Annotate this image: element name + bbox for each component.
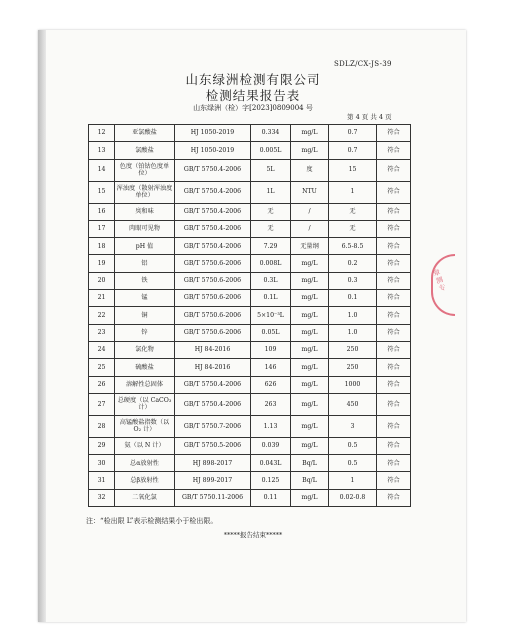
cell-item: 溶解性总固体 [115, 376, 175, 393]
cell-method: GB/T 5750.5-2006 [175, 437, 251, 454]
cell-result: 1.13 [251, 415, 291, 437]
cell-method: GB/T 5750.4-2006 [175, 203, 251, 220]
cell-item: pH 值 [115, 238, 175, 255]
cell-method: HJ 84-2016 [175, 359, 251, 376]
cell-limit: 450 [329, 393, 377, 415]
cell-limit: 1.0 [329, 324, 377, 341]
cell-item: 总α放射性 [115, 455, 175, 472]
cell-result: 0.05L [251, 324, 291, 341]
cell-limit: 0.5 [329, 455, 377, 472]
cell-verdict: 符合 [377, 203, 411, 220]
cell-no: 30 [89, 455, 115, 472]
cell-item: 总β放射性 [115, 472, 175, 489]
table-row [89, 159, 411, 181]
cell-result: 0.008L [251, 255, 291, 272]
cell-no: 13 [89, 142, 115, 159]
cell-limit: 1000 [329, 376, 377, 393]
cell-result: 0.334 [251, 125, 291, 142]
cell-verdict: 符合 [377, 376, 411, 393]
cell-result: 0.1L [251, 290, 291, 307]
cell-verdict: 符合 [377, 125, 411, 142]
cell-item: 铁 [115, 272, 175, 289]
cell-no: 31 [89, 472, 115, 489]
cell-limit: 0.02-0.8 [329, 489, 377, 506]
cell-item: 肉眼可见物 [115, 220, 175, 237]
cell-unit: mg/L [291, 125, 329, 142]
cell-no: 14 [89, 159, 115, 181]
cell-limit: 0.7 [329, 125, 377, 142]
cell-method: GB/T 5750.4-2006 [175, 238, 251, 255]
table-row [89, 220, 411, 237]
cell-method: GB/T 5750.6-2006 [175, 307, 251, 324]
cell-item: 浑浊度（散射浑浊度单位） [115, 181, 175, 203]
cell-item: 二氧化氯 [115, 489, 175, 506]
cell-result: 0.005L [251, 142, 291, 159]
cell-limit: 0.2 [329, 255, 377, 272]
cell-method: HJ 1050-2019 [175, 142, 251, 159]
cell-limit: 0.1 [329, 290, 377, 307]
cell-item: 色度（铂钴色度单位） [115, 159, 175, 181]
cell-method: GB/T 5750.6-2006 [175, 272, 251, 289]
cell-verdict: 符合 [377, 142, 411, 159]
cell-verdict: 符合 [377, 307, 411, 324]
cell-method: HJ 1050-2019 [175, 125, 251, 142]
table-row [89, 341, 411, 358]
table-row [89, 181, 411, 203]
cell-unit: mg/L [291, 489, 329, 506]
cell-limit: 0.3 [329, 272, 377, 289]
cell-unit: mg/L [291, 142, 329, 159]
cell-item: 铝 [115, 255, 175, 272]
cell-result: 0.125 [251, 472, 291, 489]
cell-item: 氨（以 N 计） [115, 437, 175, 454]
cell-result: 5×10⁻³L [251, 307, 291, 324]
cell-limit: 0.5 [329, 437, 377, 454]
cell-result: 626 [251, 376, 291, 393]
cell-limit: 0.7 [329, 142, 377, 159]
cell-no: 17 [89, 220, 115, 237]
cell-limit: 无 [329, 203, 377, 220]
cell-verdict: 符合 [377, 437, 411, 454]
cell-verdict: 符合 [377, 393, 411, 415]
table-row [89, 142, 411, 159]
cell-item: 氯化物 [115, 341, 175, 358]
cell-no: 18 [89, 238, 115, 255]
cell-item: 臭和味 [115, 203, 175, 220]
cell-unit: mg/L [291, 341, 329, 358]
cell-method: GB/T 5750.4-2006 [175, 159, 251, 181]
cell-method: GB/T 5750.4-2006 [175, 181, 251, 203]
cell-verdict: 符合 [377, 272, 411, 289]
cell-unit: mg/L [291, 290, 329, 307]
cell-limit: 15 [329, 159, 377, 181]
cell-verdict: 符合 [377, 341, 411, 358]
cell-unit: mg/L [291, 307, 329, 324]
cell-unit: mg/L [291, 415, 329, 437]
table-row [89, 290, 411, 307]
cell-unit: 无量纲 [291, 238, 329, 255]
cell-limit: 250 [329, 341, 377, 358]
cell-method: GB/T 5750.4-2006 [175, 376, 251, 393]
cell-no: 29 [89, 437, 115, 454]
cell-method: HJ 898-2017 [175, 455, 251, 472]
cell-no: 20 [89, 272, 115, 289]
cell-verdict: 符合 [377, 181, 411, 203]
cell-result: 109 [251, 341, 291, 358]
cell-unit: mg/L [291, 324, 329, 341]
table-row [89, 125, 411, 142]
cell-verdict: 符合 [377, 159, 411, 181]
table-row [89, 359, 411, 376]
results-table [88, 124, 411, 507]
cell-limit: 250 [329, 359, 377, 376]
cell-unit: mg/L [291, 393, 329, 415]
table-row [89, 238, 411, 255]
table-row [89, 415, 411, 437]
page-indicator: 第 4 页 共 4 页 [347, 113, 392, 121]
cell-unit: mg/L [291, 437, 329, 454]
cell-item: 硫酸盐 [115, 359, 175, 376]
cell-no: 23 [89, 324, 115, 341]
cell-limit: 1.0 [329, 307, 377, 324]
cell-limit: 6.5-8.5 [329, 238, 377, 255]
cell-method: GB/T 5750.7-2006 [175, 415, 251, 437]
cell-verdict: 符合 [377, 290, 411, 307]
cell-item: 氯酸盐 [115, 142, 175, 159]
cell-item: 总硬度（以 CaCO₃ 计） [115, 393, 175, 415]
cell-no: 12 [89, 125, 115, 142]
cell-method: GB/T 5750.11-2006 [175, 489, 251, 506]
report-end-mark: *****报告结束***** [223, 531, 283, 539]
table-row [89, 307, 411, 324]
report-number: 山东绿洲（检）字[2023]0809004 号 [193, 104, 313, 112]
cell-no: 16 [89, 203, 115, 220]
cell-no: 21 [89, 290, 115, 307]
cell-verdict: 符合 [377, 255, 411, 272]
cell-method: HJ 84-2016 [175, 341, 251, 358]
cell-no: 15 [89, 181, 115, 203]
cell-verdict: 符合 [377, 489, 411, 506]
cell-limit: 1 [329, 472, 377, 489]
cell-no: 22 [89, 307, 115, 324]
cell-result: 5L [251, 159, 291, 181]
cell-no: 19 [89, 255, 115, 272]
cell-unit: mg/L [291, 272, 329, 289]
cell-unit: mg/L [291, 376, 329, 393]
cell-no: 26 [89, 376, 115, 393]
cell-limit: 1 [329, 181, 377, 203]
cell-result: 1L [251, 181, 291, 203]
cell-unit: mg/L [291, 359, 329, 376]
results-table-body [89, 125, 411, 507]
footnote: 注：“检出限 L”表示检测结果小于检出限。 [86, 517, 218, 525]
cell-result: 0.039 [251, 437, 291, 454]
cell-verdict: 符合 [377, 359, 411, 376]
cell-unit: Bq/L [291, 472, 329, 489]
cell-unit: mg/L [291, 255, 329, 272]
table-row [89, 255, 411, 272]
cell-result: 0.3L [251, 272, 291, 289]
cell-unit: / [291, 203, 329, 220]
cell-item: 高锰酸盐指数（以 O₂ 计） [115, 415, 175, 437]
table-row [89, 489, 411, 506]
cell-item: 锌 [115, 324, 175, 341]
table-row [89, 272, 411, 289]
cell-method: GB/T 5750.6-2006 [175, 290, 251, 307]
report-title: 检测结果报告表 [205, 88, 301, 103]
cell-method: GB/T 5750.4-2006 [175, 220, 251, 237]
seal-stamp-text: 章 测 专 [432, 268, 447, 293]
cell-item: 锰 [115, 290, 175, 307]
cell-verdict: 符合 [377, 472, 411, 489]
cell-result: 263 [251, 393, 291, 415]
cell-method: GB/T 5750.6-2006 [175, 324, 251, 341]
cell-method: GB/T 5750.6-2006 [175, 255, 251, 272]
cell-verdict: 符合 [377, 324, 411, 341]
cell-no: 24 [89, 341, 115, 358]
cell-limit: 无 [329, 220, 377, 237]
cell-item: 亚氯酸盐 [115, 125, 175, 142]
cell-limit: 3 [329, 415, 377, 437]
cell-result: 0.11 [251, 489, 291, 506]
table-row [89, 437, 411, 454]
table-row [89, 324, 411, 341]
cell-verdict: 符合 [377, 415, 411, 437]
company-name: 山东绿洲检测有限公司 [185, 72, 321, 87]
table-row [89, 472, 411, 489]
cell-result: 146 [251, 359, 291, 376]
table-row [89, 393, 411, 415]
cell-no: 25 [89, 359, 115, 376]
cell-no: 27 [89, 393, 115, 415]
cell-result: 无 [251, 220, 291, 237]
cell-unit: / [291, 220, 329, 237]
cell-item: 铜 [115, 307, 175, 324]
cell-no: 28 [89, 415, 115, 437]
document-code: SDLZ/CX-JS-39 [334, 60, 392, 68]
cell-unit: NTU [291, 181, 329, 203]
cell-result: 无 [251, 203, 291, 220]
cell-unit: 度 [291, 159, 329, 181]
cell-unit: Bq/L [291, 455, 329, 472]
cell-method: HJ 899-2017 [175, 472, 251, 489]
table-row [89, 455, 411, 472]
cell-verdict: 符合 [377, 455, 411, 472]
cell-result: 0.043L [251, 455, 291, 472]
cell-verdict: 符合 [377, 238, 411, 255]
table-row [89, 376, 411, 393]
cell-result: 7.29 [251, 238, 291, 255]
cell-verdict: 符合 [377, 220, 411, 237]
cell-no: 32 [89, 489, 115, 506]
table-row [89, 203, 411, 220]
cell-method: GB/T 5750.4-2006 [175, 393, 251, 415]
